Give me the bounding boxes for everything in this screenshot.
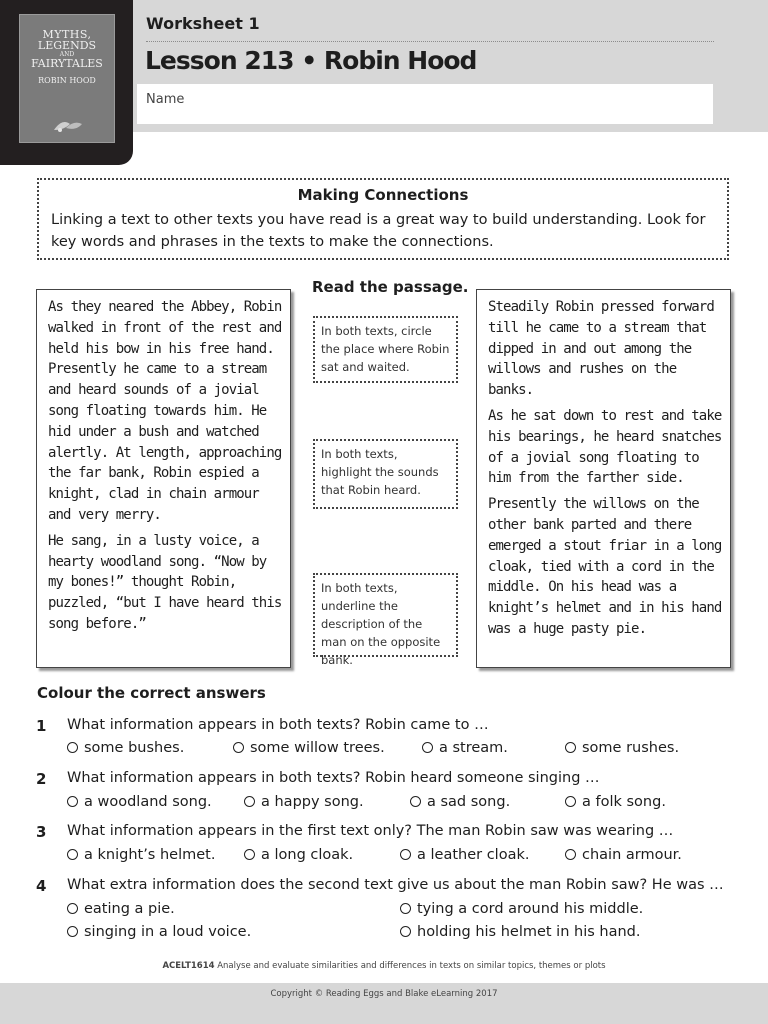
- book-title-line: LEGENDS: [37, 39, 97, 52]
- making-connections-title: Making Connections: [297, 186, 469, 204]
- answer-option[interactable]: a long cloak.: [244, 847, 353, 863]
- answer-option[interactable]: some bushes.: [67, 740, 184, 756]
- colour-answers-heading: Colour the correct answers: [37, 684, 266, 702]
- footer-band: [0, 983, 768, 1024]
- answer-option[interactable]: holding his helmet in his hand.: [400, 924, 640, 940]
- worksheet-label: Worksheet 1: [146, 14, 260, 33]
- question-text: What information appears in both texts? Robin came to …: [67, 717, 489, 733]
- question-number: 1: [36, 717, 47, 735]
- passage-paragraph: As he sat down to rest and take his bearings, he heard snatches of a jovial song floating to him from the farther side.: [488, 407, 722, 487]
- answer-circle-icon[interactable]: [565, 796, 576, 807]
- passage-paragraph: Steadily Robin pressed forward till he came to a stream that dipped in and out among the willows and rushes on the banks.: [488, 299, 714, 399]
- curriculum-standard: [0, 961, 768, 971]
- answer-option[interactable]: some willow trees.: [233, 740, 385, 756]
- read-passage-heading: Read the passage.: [312, 278, 469, 296]
- book-cover-image: [19, 14, 115, 143]
- answer-option[interactable]: a stream.: [422, 740, 508, 756]
- question-number: 4: [36, 877, 47, 895]
- answer-circle-icon[interactable]: [410, 796, 421, 807]
- answer-option[interactable]: a happy song.: [244, 794, 364, 810]
- passage-right: [476, 289, 731, 668]
- answer-option[interactable]: a knight’s helmet.: [67, 847, 215, 863]
- book-subtitle: ROBIN HOOD: [38, 76, 96, 85]
- answer-circle-icon[interactable]: [67, 926, 78, 937]
- question-text: What extra information does the second text give us about the man Robin saw? He was …: [67, 877, 724, 893]
- answer-circle-icon[interactable]: [67, 903, 78, 914]
- answer-circle-icon[interactable]: [400, 849, 411, 860]
- question-number: 3: [36, 823, 47, 841]
- standard-text: Analyse and evaluate similarities and differences in texts on similar topics, themes or plots: [217, 961, 606, 971]
- passage-paragraph: As they neared the Abbey, Robin walked in front of the rest and held his bow in his free hand. Presently he came to a stream and heard sounds of a jovial song floating towards him. He hid under a bush and watched alertly. At length, approaching the far bank, Robin espied a knight, clad in chain armour and very merry.: [48, 299, 282, 523]
- answer-option[interactable]: a sad song.: [410, 794, 510, 810]
- answer-circle-icon[interactable]: [67, 742, 78, 753]
- answer-circle-icon[interactable]: [565, 849, 576, 860]
- answer-circle-icon[interactable]: [233, 742, 244, 753]
- answer-option[interactable]: a leather cloak.: [400, 847, 529, 863]
- answer-option[interactable]: singing in a loud voice.: [67, 924, 251, 940]
- task-circle-box: In both texts, circle the place where Robin sat and waited.: [313, 316, 458, 383]
- passage-left: [36, 289, 291, 668]
- task-underline-box: In both texts, underline the description of the man on the opposite bank.: [313, 573, 458, 657]
- answer-circle-icon[interactable]: [565, 742, 576, 753]
- answer-circle-icon[interactable]: [244, 796, 255, 807]
- task-highlight-box: In both texts, highlight the sounds that Robin heard.: [313, 439, 458, 509]
- book-title-and: AND: [59, 51, 75, 58]
- leaf-ornament-icon: [50, 116, 86, 134]
- book-title-line: FAIRYTALES: [31, 57, 103, 70]
- standard-code: ACELT1614: [162, 961, 215, 971]
- name-label: Name: [146, 92, 185, 107]
- making-connections-box: [37, 178, 729, 260]
- header-divider: [146, 41, 714, 42]
- passage-paragraph: Presently the willows on the other bank parted and there emerged a stout friar in a long cloak, tied with a cord in the middle. On his head was a knight’s helmet and in his hand was a huge pasty pie.: [488, 496, 722, 637]
- book-cover-frame: [0, 0, 133, 165]
- answer-option[interactable]: chain armour.: [565, 847, 682, 863]
- copyright-text: Copyright © Reading Eggs and Blake eLearning 2017: [270, 989, 498, 999]
- question-text: What information appears in both texts? Robin heard someone singing …: [67, 770, 600, 786]
- answer-option[interactable]: a woodland song.: [67, 794, 212, 810]
- question-text: What information appears in the first text only? The man Robin saw was wearing …: [67, 823, 674, 839]
- name-field[interactable]: [137, 84, 713, 124]
- answer-circle-icon[interactable]: [244, 849, 255, 860]
- answer-circle-icon[interactable]: [67, 796, 78, 807]
- lesson-title: Lesson 213 • Robin Hood: [145, 46, 477, 75]
- making-connections-text: Linking a text to other texts you have read is a great way to build understanding. Look for key words and phrases in the texts to make the connections.: [51, 212, 706, 250]
- question-number: 2: [36, 770, 47, 788]
- passage-paragraph: He sang, in a lusty voice, a hearty woodland song. “Now by my bones!” thought Robin, puzzled, “but I have heard this song before.”: [48, 532, 282, 632]
- answer-option[interactable]: some rushes.: [565, 740, 679, 756]
- book-title-line: MYTHS,: [42, 28, 92, 41]
- answer-option[interactable]: tying a cord around his middle.: [400, 901, 643, 917]
- answer-circle-icon[interactable]: [67, 849, 78, 860]
- answer-option[interactable]: eating a pie.: [67, 901, 175, 917]
- answer-circle-icon[interactable]: [400, 903, 411, 914]
- answer-circle-icon[interactable]: [400, 926, 411, 937]
- answer-option[interactable]: a folk song.: [565, 794, 666, 810]
- answer-circle-icon[interactable]: [422, 742, 433, 753]
